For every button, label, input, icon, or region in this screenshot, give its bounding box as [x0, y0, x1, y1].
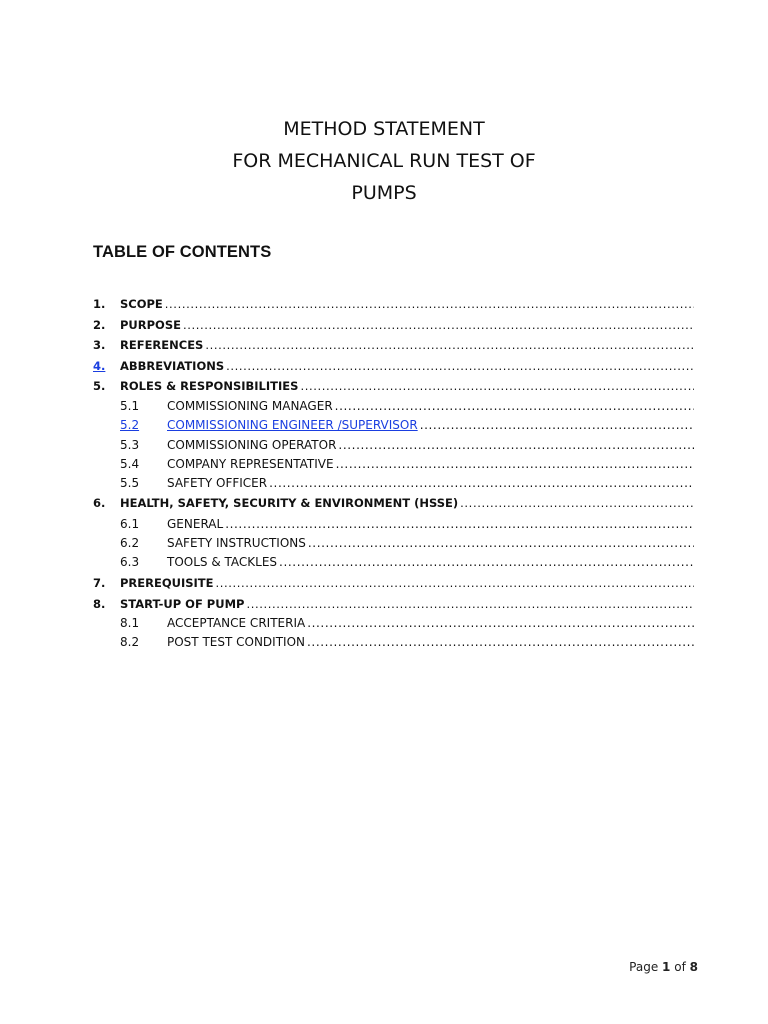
page-current: 1	[662, 960, 671, 974]
toc-entry-number: 5.	[93, 379, 106, 393]
toc-entry-number: 5.3	[120, 438, 140, 452]
toc-entry-number: 5.5	[120, 476, 140, 490]
page-footer	[629, 960, 698, 974]
toc-dot-leader	[205, 336, 694, 355]
toc-entry-label: COMMISSIONING OPERATOR	[167, 438, 337, 452]
toc-entry[interactable]	[93, 436, 694, 455]
toc-dot-leader	[165, 295, 694, 314]
toc-dot-leader	[420, 416, 694, 435]
toc-entry-label: HEALTH, SAFETY, SECURITY & ENVIRONMENT (HSSE)	[120, 496, 459, 510]
toc-entry-label: REFERENCES	[120, 338, 204, 352]
toc-entry[interactable]	[93, 515, 694, 534]
toc-entry-number: 2.	[93, 318, 106, 332]
toc-entry[interactable]	[93, 397, 694, 416]
toc-entry[interactable]	[93, 633, 694, 652]
toc-dot-leader	[307, 633, 694, 652]
of-word: of	[674, 960, 686, 974]
toc-dot-leader	[307, 614, 694, 633]
toc-entry[interactable]	[93, 336, 694, 355]
toc-dot-leader	[279, 553, 694, 572]
page-total: 8	[689, 960, 698, 974]
toc-entry[interactable]	[93, 574, 694, 593]
toc-dot-leader	[216, 574, 694, 593]
toc-entry[interactable]	[93, 455, 694, 474]
toc-dot-leader	[246, 595, 694, 614]
toc-dot-leader	[336, 455, 694, 474]
toc-entry-number: 6.1	[120, 517, 140, 531]
toc-dot-leader	[308, 534, 694, 553]
toc-entry-label: START-UP OF PUMP	[120, 597, 245, 611]
toc-entry-number: 5.4	[120, 457, 140, 471]
toc-dot-leader	[338, 436, 694, 455]
toc-entry-label: SCOPE	[120, 297, 163, 311]
toc-entry[interactable]	[93, 295, 694, 314]
toc-entry-label: POST TEST CONDITION	[167, 635, 305, 649]
toc-entry-number[interactable]: 5.2	[120, 418, 140, 432]
toc-entry[interactable]	[93, 494, 694, 513]
toc-entry[interactable]	[93, 595, 694, 614]
toc-entry-label: PREREQUISITE	[120, 576, 214, 590]
toc-entry[interactable]	[93, 357, 694, 376]
toc-entry-label: TOOLS & TACKLES	[167, 555, 278, 569]
toc-entry-number: 8.	[93, 597, 106, 611]
toc-entry[interactable]	[93, 377, 694, 396]
toc-entry-label: SAFETY OFFICER	[167, 476, 268, 490]
toc-dot-leader	[225, 515, 694, 534]
toc-entry-label: SAFETY INSTRUCTIONS	[167, 536, 306, 550]
document-title	[0, 113, 768, 209]
toc-entry[interactable]	[93, 316, 694, 335]
toc-heading: TABLE OF CONTENTS	[93, 243, 272, 261]
toc-dot-leader	[226, 357, 694, 376]
toc-dot-leader	[335, 397, 694, 416]
toc-dot-leader	[269, 474, 694, 493]
toc-entry-number: 1.	[93, 297, 106, 311]
toc-entry[interactable]	[93, 474, 694, 493]
title-line-2: FOR MECHANICAL RUN TEST OF	[232, 150, 536, 172]
toc-entry-number: 6.3	[120, 555, 140, 569]
toc-entry-number[interactable]: 4.	[93, 359, 106, 373]
toc-entry-number: 5.1	[120, 399, 140, 413]
toc-entry-number: 3.	[93, 338, 106, 352]
toc-entry-label: ROLES & RESPONSIBILITIES	[120, 379, 299, 393]
title-line-1: METHOD STATEMENT	[283, 118, 485, 140]
toc-entry-number: 6.2	[120, 536, 140, 550]
toc-entry[interactable]	[93, 614, 694, 633]
toc-entry-number: 7.	[93, 576, 106, 590]
toc-entry-number: 8.1	[120, 616, 140, 630]
toc-entry[interactable]	[93, 553, 694, 572]
toc-entry-label: GENERAL	[167, 517, 224, 531]
title-line-3: PUMPS	[351, 182, 417, 204]
toc-entry-label: ACCEPTANCE CRITERIA	[167, 616, 306, 630]
toc-entry-label: COMMISSIONING MANAGER	[167, 399, 333, 413]
toc-entry-number: 6.	[93, 496, 106, 510]
toc-entry[interactable]	[93, 534, 694, 553]
toc-entry[interactable]	[93, 416, 694, 435]
toc-dot-leader	[460, 494, 694, 513]
toc-dot-leader	[183, 316, 694, 335]
toc-entry-label[interactable]: ABBREVIATIONS	[120, 359, 225, 373]
page-word: Page	[629, 960, 659, 974]
toc-entry-label: COMPANY REPRESENTATIVE	[167, 457, 334, 471]
toc-entry-label[interactable]: COMMISSIONING ENGINEER /SUPERVISOR	[167, 418, 418, 432]
toc-entry-number: 8.2	[120, 635, 140, 649]
toc-entry-label: PURPOSE	[120, 318, 181, 332]
toc-dot-leader	[300, 377, 694, 396]
